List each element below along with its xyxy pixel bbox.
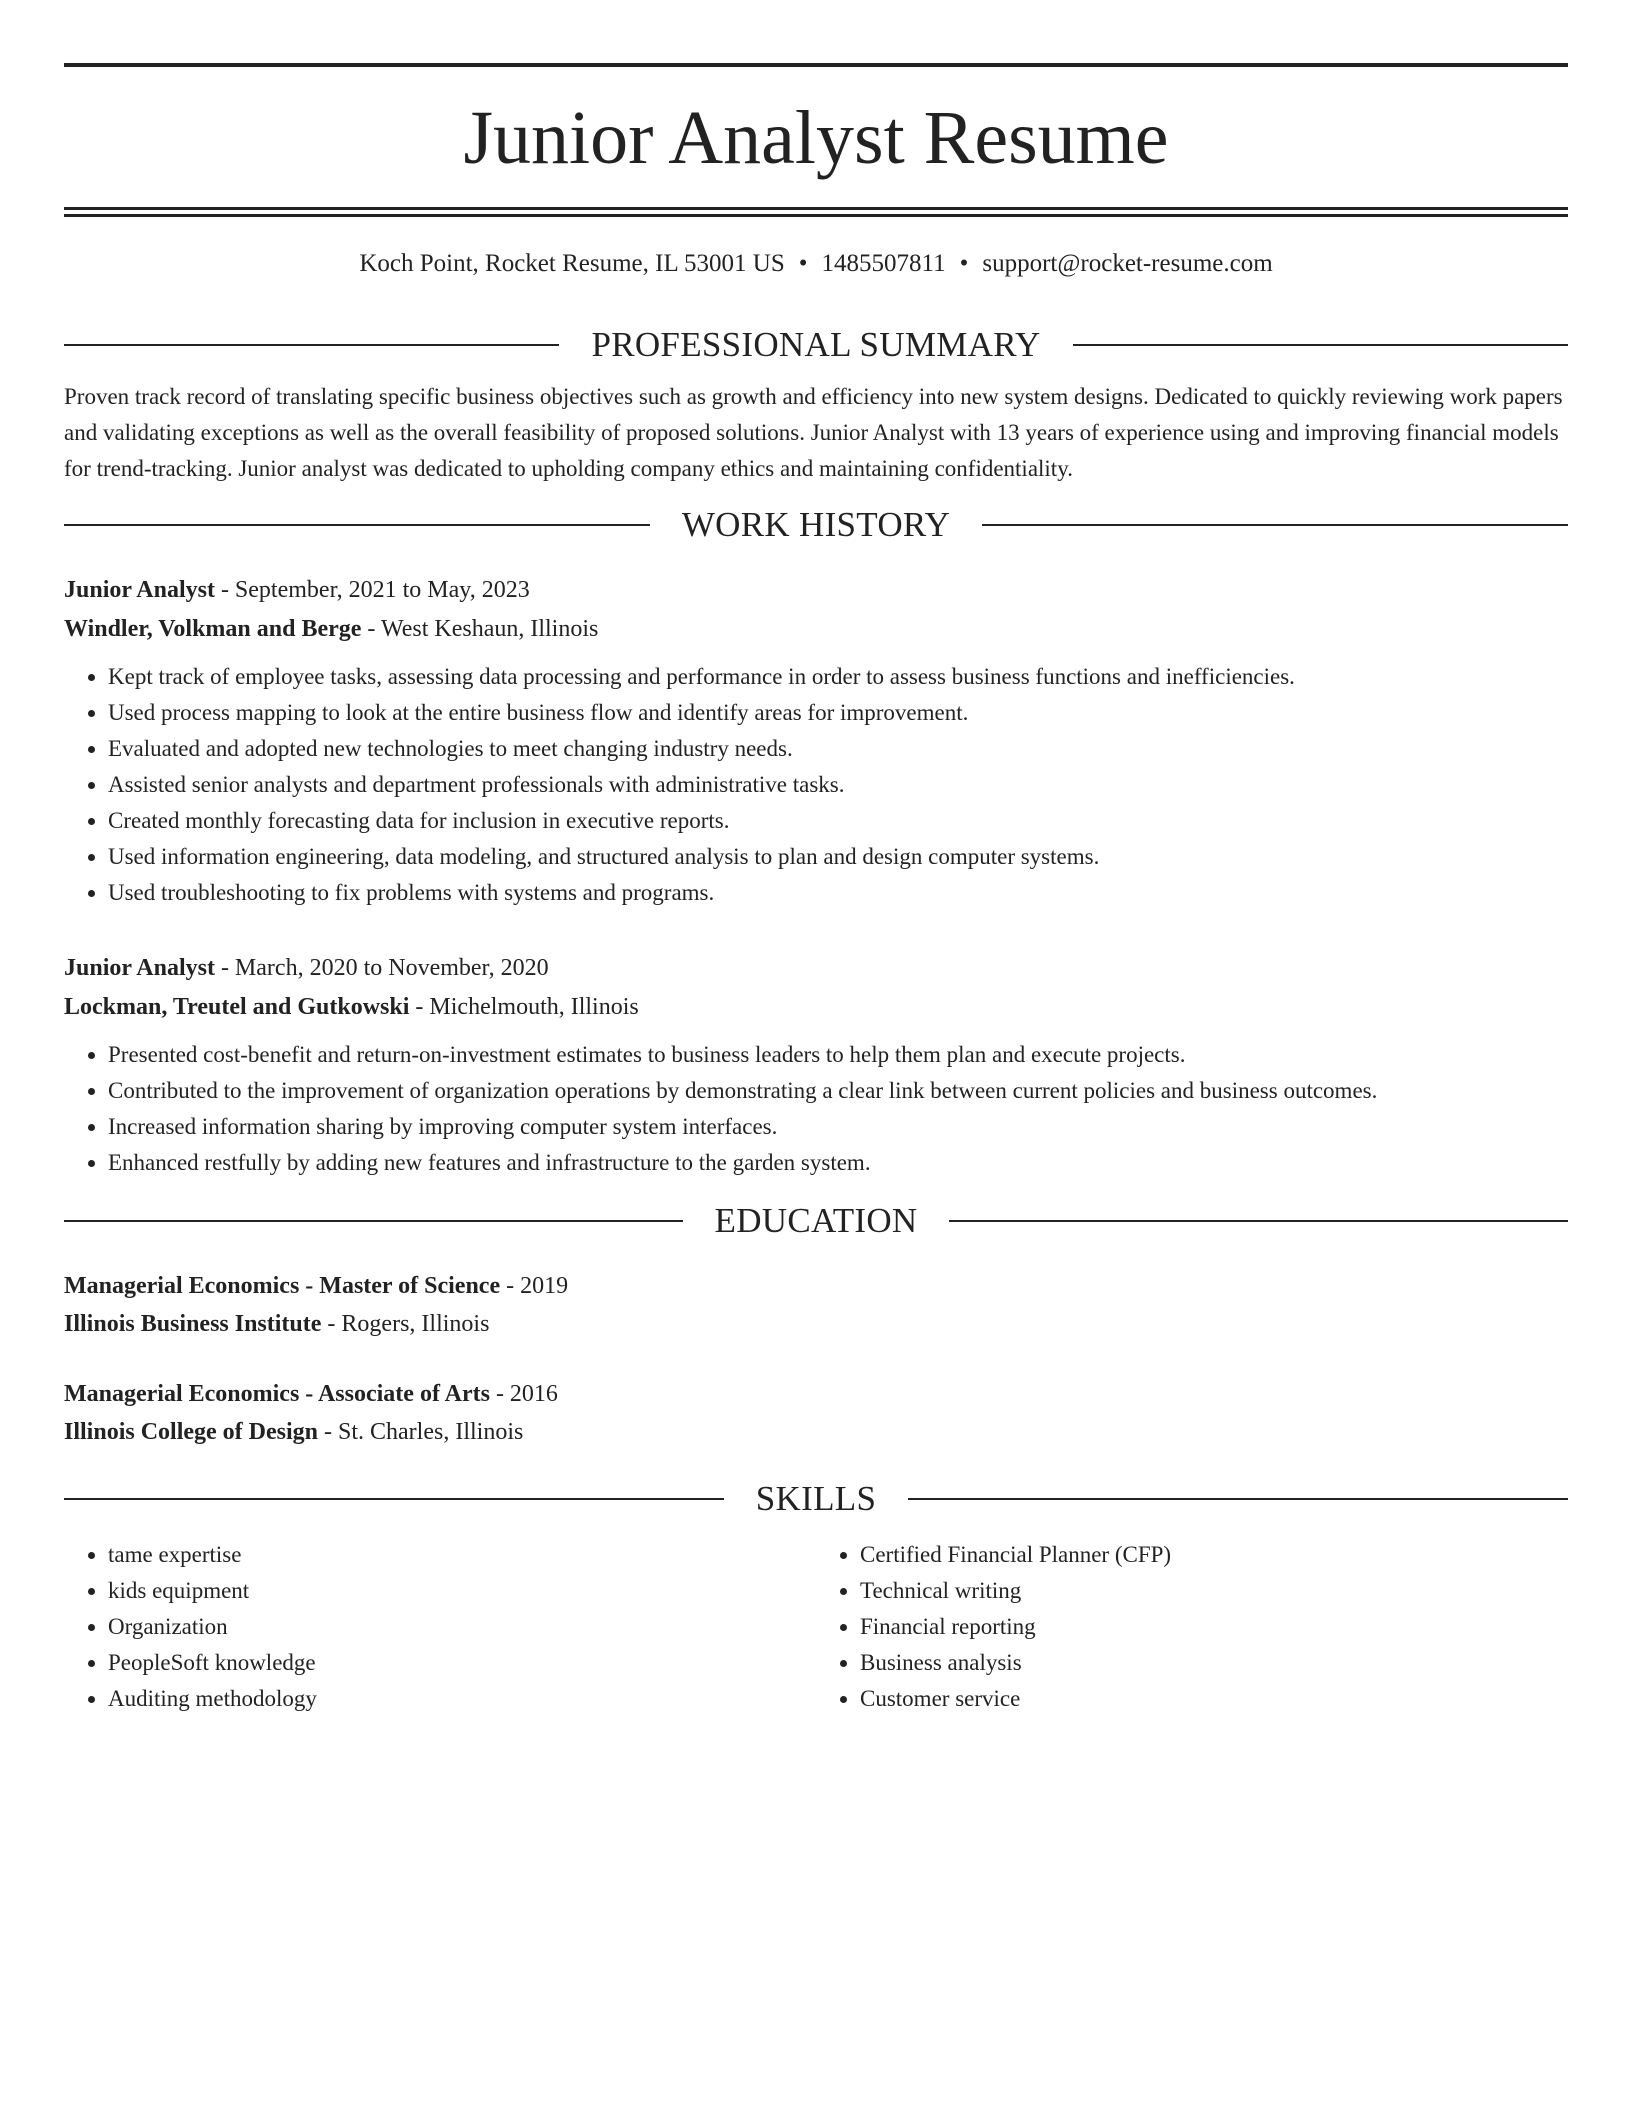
list-item: • PeopleSoft knowledge	[108, 1645, 816, 1681]
summary-text: Proven track record of translating specific business objectives such as growth and efficiency into new system designs. Dedicated to quickly reviewing work papers and validating exceptions as well as the overall feasibility of proposed solutions. Junior Analyst with 13 years of experience using and improving financial models for trend-tracking. Junior analyst was dedicated to upholding company ethics and maintaining confidentiality.	[64, 384, 1563, 481]
summary-heading	[64, 325, 1568, 365]
skills-columns	[64, 1537, 1568, 1717]
list-item: • Assisted senior analysts and department professionals with administrative tasks.	[108, 767, 1568, 803]
list-item: • Used process mapping to look at the entire business flow and identify areas for improvement.	[108, 695, 1568, 731]
list-item: • kids equipment	[108, 1573, 816, 1609]
heading-rule-right	[982, 524, 1568, 526]
heading-rule-right	[1073, 344, 1568, 346]
education-year: - 2016	[489, 1381, 558, 1407]
contact-separator: •	[798, 250, 808, 277]
job-location: - Michelmouth, Illinois	[409, 994, 639, 1020]
education-school-line	[64, 1305, 1568, 1343]
list-item: • Kept track of employee tasks, assessing data processing and performance in order to assess business functions and inefficiencies.	[108, 659, 1568, 695]
education-location: - St. Charles, Illinois	[318, 1419, 524, 1445]
job-role-line	[64, 571, 1568, 610]
list-item: • Customer service	[860, 1681, 1568, 1717]
education-degree: Managerial Economics - Associate of Arts	[64, 1381, 490, 1407]
job-dates: - September, 2021 to May, 2023	[214, 577, 530, 603]
list-item: • Certified Financial Planner (CFP)	[860, 1537, 1568, 1573]
contact-separator: •	[959, 250, 969, 277]
education-degree-line	[64, 1375, 1568, 1413]
list-item: • Contributed to the improvement of organization operations by demonstrating a clear link between current policies and business outcomes.	[108, 1073, 1568, 1109]
education-school: Illinois College of Design	[64, 1419, 319, 1445]
job-company: Windler, Volkman and Berge	[64, 616, 362, 642]
list-item: • Auditing methodology	[108, 1681, 816, 1717]
list-item: • Technical writing	[860, 1573, 1568, 1609]
list-item: • tame expertise	[108, 1537, 816, 1573]
job-entry-2	[64, 949, 1568, 1181]
list-item: • Business analysis	[860, 1645, 1568, 1681]
contact-address: Koch Point, Rocket Resume, IL 53001 US	[359, 250, 785, 277]
job-role: Junior Analyst	[64, 955, 215, 981]
job-role: Junior Analyst	[64, 577, 215, 603]
job-role-line	[64, 949, 1568, 988]
heading-rule-right	[908, 1498, 1568, 1500]
list-item: • Used troubleshooting to fix problems with systems and programs.	[108, 875, 1568, 911]
job-entry-1	[64, 571, 1568, 911]
heading-rule-left	[64, 1220, 683, 1222]
heading-rule-right	[949, 1220, 1568, 1222]
job-dates: - March, 2020 to November, 2020	[214, 955, 549, 981]
title-double-rule	[64, 207, 1568, 217]
education-degree-line	[64, 1267, 1568, 1305]
skills-heading	[64, 1479, 1568, 1519]
work-history-heading	[64, 505, 1568, 545]
list-item: • Created monthly forecasting data for inclusion in executive reports.	[108, 803, 1568, 839]
list-item: • Presented cost-benefit and return-on-investment estimates to business leaders to help them plan and execute projects.	[108, 1037, 1568, 1073]
resume-title: Junior Analyst Resume	[463, 96, 1169, 180]
job-duties-list	[64, 659, 1568, 911]
job-company-line	[64, 610, 1568, 649]
heading-rule-left	[64, 524, 650, 526]
education-entry-2	[64, 1375, 1568, 1451]
list-item: • Used information engineering, data modeling, and structured analysis to plan and design computer systems.	[108, 839, 1568, 875]
job-company: Lockman, Treutel and Gutkowski	[64, 994, 410, 1020]
education-school: Illinois Business Institute	[64, 1311, 322, 1337]
list-item: • Enhanced restfully by adding new features and infrastructure to the garden system.	[108, 1145, 1568, 1181]
skills-list-right	[816, 1537, 1568, 1717]
contact-email: support@rocket-resume.com	[982, 250, 1273, 277]
skills-list-left	[64, 1537, 816, 1717]
list-item: • Increased information sharing by improving computer system interfaces.	[108, 1109, 1568, 1145]
heading-rule-left	[64, 344, 559, 346]
education-location: - Rogers, Illinois	[321, 1311, 490, 1337]
job-duties-list	[64, 1037, 1568, 1181]
education-degree: Managerial Economics - Master of Science	[64, 1273, 501, 1299]
education-title: EDUCATION	[714, 1201, 918, 1240]
education-entry-1	[64, 1267, 1568, 1343]
list-item: • Financial reporting	[860, 1609, 1568, 1645]
contact-line	[64, 249, 1568, 279]
work-history-title: WORK HISTORY	[681, 505, 951, 544]
list-item: • Evaluated and adopted new technologies to meet changing industry needs.	[108, 731, 1568, 767]
list-item: • Organization	[108, 1609, 816, 1645]
job-location: - West Keshaun, Illinois	[361, 616, 599, 642]
job-company-line	[64, 988, 1568, 1027]
education-school-line	[64, 1413, 1568, 1451]
summary-title: PROFESSIONAL SUMMARY	[591, 325, 1041, 364]
education-heading	[64, 1201, 1568, 1241]
skills-title: SKILLS	[755, 1479, 877, 1518]
contact-phone: 1485507811	[821, 250, 946, 277]
education-year: - 2019	[500, 1273, 569, 1299]
heading-rule-left	[64, 1498, 724, 1500]
